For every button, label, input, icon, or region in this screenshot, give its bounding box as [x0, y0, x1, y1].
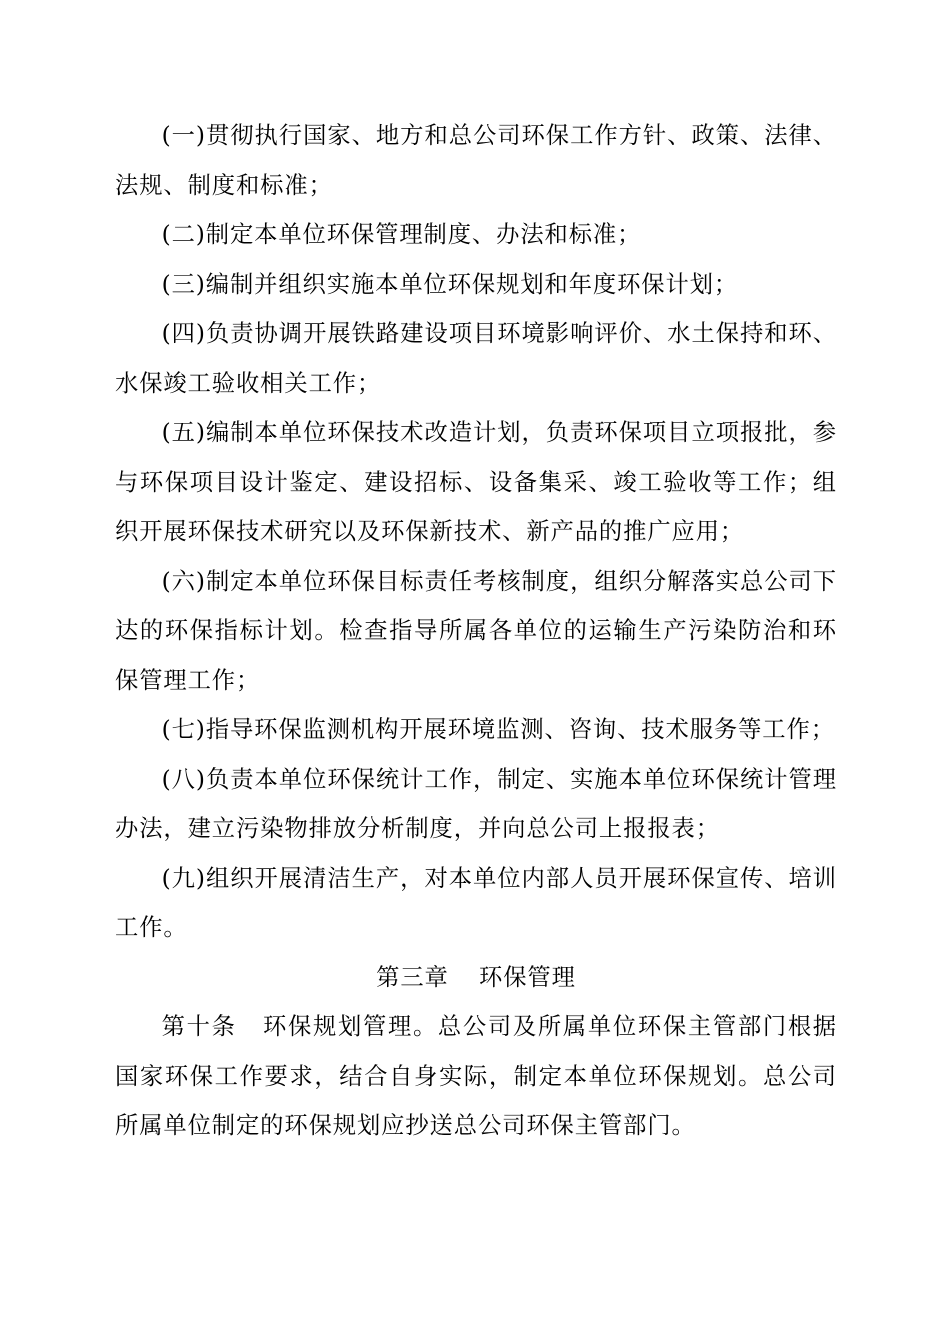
- paragraph-item-1: (一)贯彻执行国家、地方和总公司环保工作方针、政策、法律、法规、制度和标准；: [115, 122, 837, 199]
- paragraph-item-7: (七)指导环保监测机构开展环境监测、咨询、技术服务等工作；: [161, 716, 835, 743]
- paragraph-item-3: (三)编制并组织实施本单位环保规划和年度环保计划；: [161, 270, 739, 298]
- paragraph-item-5: (五)编制本单位环保技术改造计划，负责环保项目立项报批，参与环保项目设计鉴定、建设招标、设备集采、竣工验收等工作；组织开展环保技术研究以及环保新技术、新产品的推广应用；: [115, 419, 837, 545]
- article-paragraph: [115, 1002, 837, 1151]
- paragraph-item-6: (六)制定本单位环保目标责任考核制度，组织分解落实总公司下达的环保指标计划。检查指导所属各单位的运输生产污染防治和环保管理工作；: [115, 567, 837, 694]
- paragraph-item-2: (二)制定本单位环保管理制度、办法和标准；: [161, 221, 642, 248]
- document-page: [115, 111, 837, 1151]
- chapter-title: 环保管理: [479, 963, 576, 991]
- article-text: 环保规划管理。总公司及所属单位环保主管部门根据国家环保工作要求，结合自身实际，制定本单位环保规划。总公司所属单位制定的环保规划应抄送总公司环保主管部门。: [115, 1013, 838, 1139]
- chapter-heading: [115, 953, 837, 1003]
- paragraph-item-4: (四)负责协调开展铁路建设项目环境影响评价、水土保持和环、水保竣工验收相关工作；: [115, 320, 837, 397]
- article-label: 第十条: [161, 1013, 237, 1040]
- chapter-number: 第三章: [376, 963, 449, 991]
- paragraph-item-8: (八)负责本单位环保统计工作，制定、实施本单位环保统计管理办法，建立污染物排放分析制度，并向总公司上报报表；: [115, 765, 837, 842]
- paragraph-item-9: (九)组织开展清洁生产，对本单位内部人员开展环保宣传、培训工作。: [115, 864, 837, 941]
